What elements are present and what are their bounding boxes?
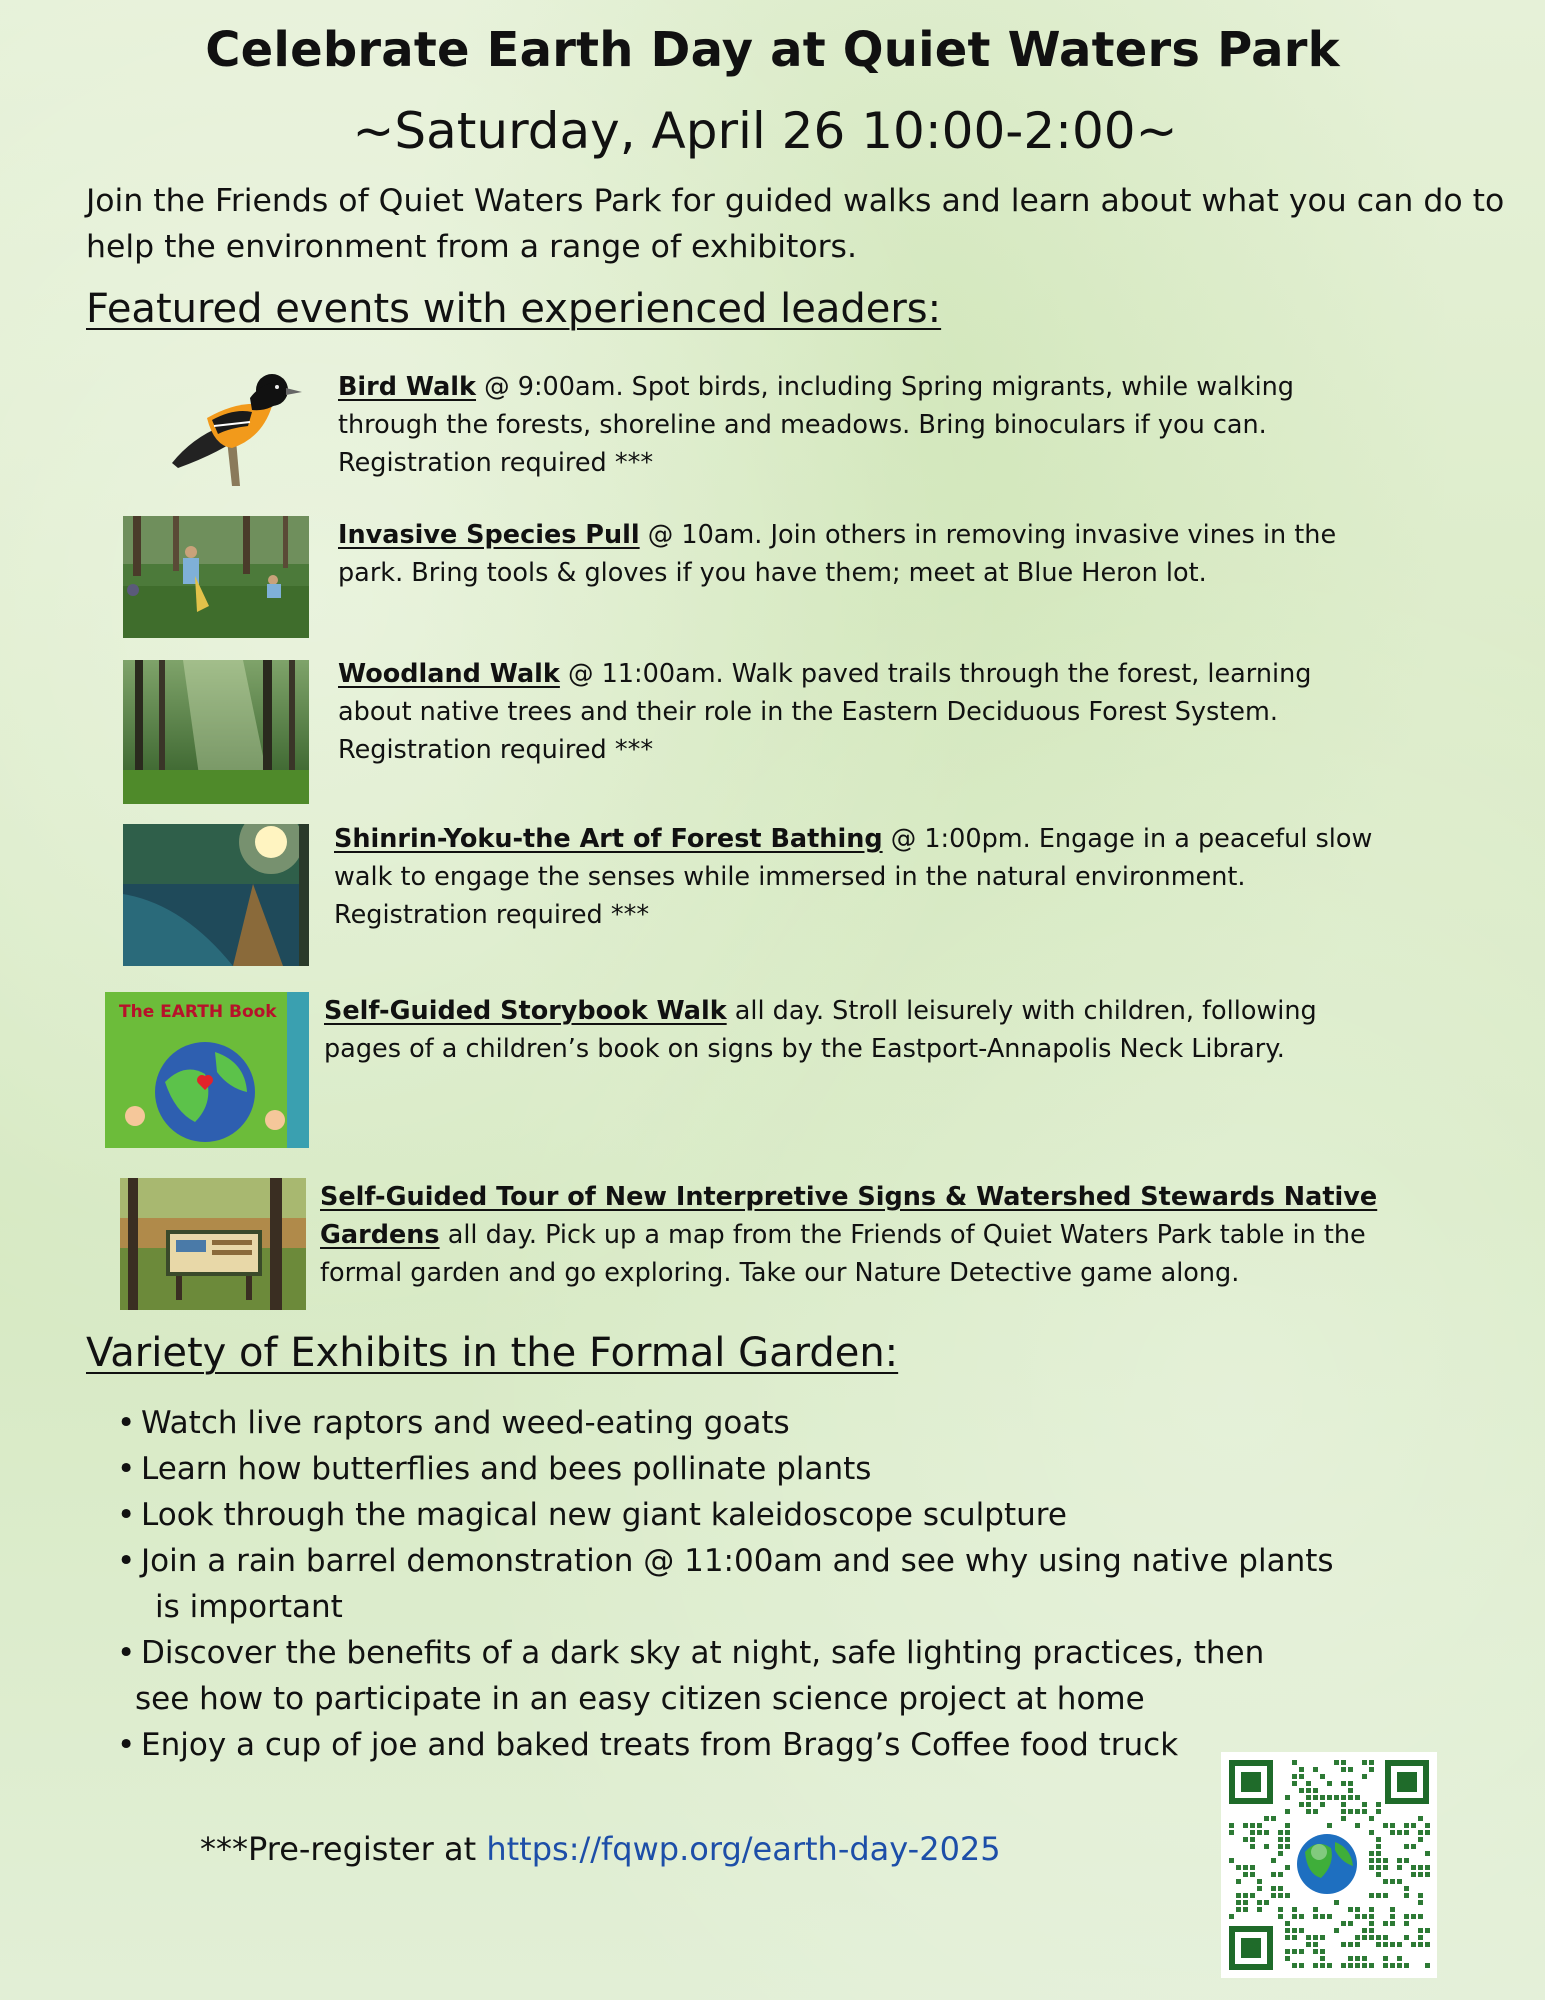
list-item: • Learn how butterflies and bees pollinate plants	[117, 1451, 872, 1487]
event-details: all day. Pick up a map from the Friends of Quiet Waters Park table in the formal garden and go exploring. Take our Nature Detective game along.	[320, 1220, 1366, 1288]
event-storybook-walk	[324, 992, 1374, 1068]
event-interpretive-signs	[320, 1178, 1420, 1292]
list-item: • Enjoy a cup of joe and baked treats from Bragg’s Coffee food truck	[117, 1727, 1179, 1763]
registration-link[interactable]: https://fqwp.org/earth-day-2025	[486, 1830, 1001, 1868]
event-details: @ 1:00pm. Engage in a peaceful slow walk to engage the senses while immersed in the natural environment. Registration required ***	[334, 824, 1373, 930]
volunteers-photo	[123, 516, 309, 638]
page-title: Celebrate Earth Day at Quiet Waters Park	[205, 22, 1340, 78]
event-details: @ 9:00am. Spot birds, including Spring migrants, while walking through the forests, shoreline and meadows. Bring binoculars if you can. Registration required ***	[338, 372, 1294, 478]
event-invasive-species-pull	[338, 516, 1388, 592]
intro-paragraph: Join the Friends of Quiet Waters Park for guided walks and learn about what you can do to help the environment from a range of exhibitors.	[86, 183, 1505, 265]
list-item: • Discover the benefits of a dark sky at night, safe lighting practices, then see how to participate in an easy citizen science project at home	[117, 1635, 1265, 1717]
earth-book-cover	[105, 992, 309, 1148]
exhibits-list	[117, 1400, 1417, 1768]
list-item: • Look through the magical new giant kaleidoscope sculpture	[117, 1497, 1067, 1533]
oriole-bird-icon	[152, 368, 302, 486]
event-bird-walk	[338, 368, 1338, 482]
qr-code[interactable]	[1221, 1752, 1437, 1978]
event-name[interactable]: Shinrin-Yoku-the Art of Forest Bathing	[334, 824, 883, 854]
event-details: all day. Stroll leisurely with children, following pages of a children’s book on signs by the Eastport-Annapolis Neck Library.	[324, 996, 1317, 1064]
event-name[interactable]: Invasive Species Pull	[338, 520, 640, 550]
event-forest-bathing	[334, 820, 1384, 934]
event-woodland-walk	[338, 655, 1388, 769]
sunlit-forest-photo	[123, 660, 309, 804]
event-name[interactable]: Self-Guided Tour of New Interpretive Signs & Watershed Stewards Native Gardens	[320, 1182, 1378, 1250]
interpretive-sign-photo	[120, 1178, 306, 1310]
featured-heading: Featured events with experienced leaders:	[86, 286, 942, 332]
event-name[interactable]: Self-Guided Storybook Walk	[324, 996, 727, 1026]
event-name[interactable]: Bird Walk	[338, 372, 477, 402]
event-details: @ 11:00am. Walk paved trails through the forest, learning about native trees and their role in the Eastern Deciduous Forest System. Registration required ***	[338, 659, 1312, 765]
event-details: @ 10am. Join others in removing invasive vines in the park. Bring tools & gloves if you have them; meet at Blue Heron lot.	[338, 520, 1337, 588]
footer-prefix: ***Pre-register at	[200, 1830, 487, 1868]
list-item: • Watch live raptors and weed-eating goats	[117, 1405, 790, 1441]
event-name[interactable]: Woodland Walk	[338, 659, 560, 689]
event-date: ~Saturday, April 26 10:00-2:00~	[352, 102, 1178, 160]
list-item: • Join a rain barrel demonstration @ 11:00am and see why using native plants is important	[117, 1543, 1334, 1625]
exhibits-heading: Variety of Exhibits in the Formal Garden:	[86, 1330, 899, 1376]
earth-book-title: The EARTH Book	[119, 1002, 277, 1022]
preregister-footer	[200, 1830, 1001, 1868]
forest-path-photo	[123, 824, 309, 966]
